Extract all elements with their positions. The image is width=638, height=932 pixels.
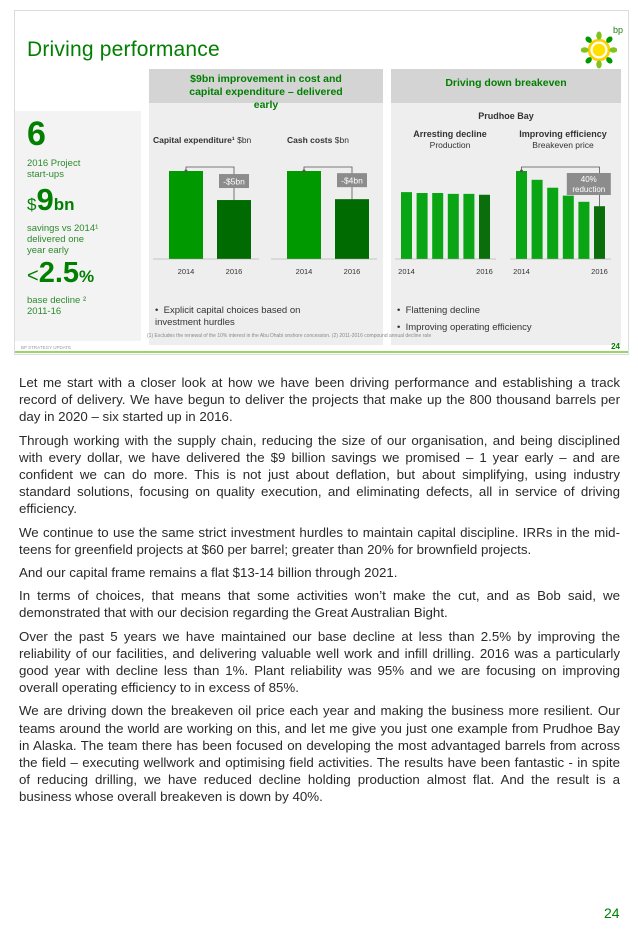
slide-title: Driving performance	[27, 38, 220, 61]
capex-title: Capital expenditure¹	[153, 135, 235, 145]
slide-footnote: (1) Excludes the renewal of the 10% interest in the Abu Dhabi onshore concession. (2) 2011-2016 compound annual decline rate	[147, 333, 432, 339]
paragraph: Let me start with a closer look at how we have been driving performance and establishing a track record of delivery. We have begun to deliver the projects that make up the 800 thousand barrels per day in 2020 – six started up in 2016.	[19, 375, 620, 425]
bp-helios-logo-icon	[581, 31, 617, 69]
cash-costs-bar-2016	[335, 199, 369, 259]
paragraph: Over the past 5 years we have maintained our base decline at less than 2.5% by improving the reliability of our facilities, and delivering valuable well work and infill drilling. 2016 was a particularly good year with decline less than 1%. Plant reliability was 95% and we are focusing on improving overall operating efficiency to in excess of 85%.	[19, 628, 620, 696]
strategy-tag: BP STRATEGY UPDATE	[21, 345, 72, 350]
transcript-body	[19, 374, 620, 812]
flattening-bullet	[397, 305, 597, 317]
breakeven-bar	[563, 196, 574, 259]
production-bar	[417, 193, 428, 259]
breakeven-price-label: Breakeven price	[532, 140, 594, 150]
kpi-decline	[27, 257, 94, 290]
kpi-projects-value: 6	[27, 115, 46, 153]
capex-unit: $bn	[237, 135, 252, 145]
breakeven-tick-label: 2014	[513, 267, 530, 276]
kpi-savings	[27, 182, 75, 218]
cash-costs-bar-2014	[287, 171, 321, 259]
capex-connector-dot	[185, 170, 188, 173]
kpi-savings-suffix: bn	[53, 195, 75, 214]
bullet-dot-icon: •	[397, 322, 406, 333]
kpi-savings-value: 9	[36, 182, 54, 217]
improving-efficiency-label: Improving efficiency	[519, 129, 607, 139]
cash-chart-title	[287, 135, 349, 145]
breakeven-connector-dot	[520, 170, 523, 173]
production-bar	[479, 195, 490, 259]
capex-annotation-label: -$5bn	[223, 176, 245, 187]
cash-costs-connector-dot	[303, 170, 306, 173]
kpi-savings-prefix: $	[27, 195, 37, 214]
production-tick-label: 2016	[476, 267, 493, 276]
capex-chart	[149, 145, 267, 285]
cash-unit: $bn	[334, 135, 349, 145]
bullet-dot-icon: •	[397, 305, 406, 316]
capex-chart-title	[153, 135, 251, 145]
breakeven-bar	[532, 180, 543, 259]
cash-costs-tick-label: 2016	[343, 267, 361, 276]
production-bar	[401, 192, 412, 259]
breakeven-chart	[506, 145, 621, 285]
kpi-decline-value: 2.5	[38, 257, 80, 289]
breakeven-bar	[547, 188, 558, 259]
production-bar	[463, 194, 474, 259]
capex-tick-label: 2014	[177, 267, 195, 276]
paragraph: Through working with the supply chain, reducing the size of our organisation, and being disciplined with every dollar, we have delivered the $9 billion savings we promised – 1 year early – and are confident we can do more. This is not just about deflation, but about simplifying, using industry standard solutions, focusing on quality execution, and eliminating defects, all in service of driving efficiency.	[19, 432, 620, 517]
kpi-decline-prefix: <	[27, 265, 39, 287]
production-tick-label: 2014	[398, 267, 415, 276]
kpi-panel	[15, 111, 141, 341]
production-label: Production	[429, 140, 471, 150]
capex-tick-label: 2016	[225, 267, 243, 276]
cost-capex-panel	[149, 69, 383, 345]
capex-bullet	[155, 305, 335, 329]
kpi-decline-suffix: %	[79, 267, 95, 286]
paragraph: And our capital frame remains a flat $13-14 billion through 2021.	[19, 565, 398, 581]
slide-image	[14, 10, 629, 355]
breakeven-panel	[391, 69, 621, 345]
prudhoe-bay-label: Prudhoe Bay	[478, 111, 534, 121]
kpi-savings-label: savings vs 2014¹ delivered one year early	[27, 223, 99, 256]
breakeven-tick-label: 2016	[591, 267, 608, 276]
efficiency-bullet-text: Improving operating efficiency	[405, 322, 532, 333]
arresting-decline-label: Arresting decline	[413, 129, 487, 139]
breakeven-bar	[516, 171, 527, 259]
cost-capex-header: $9bn improvement in cost and capital expenditure – delivered early	[149, 69, 383, 103]
paragraph: In terms of choices, that means that some activities won’t make the cut, and as Bob said, we demonstrated that with our decision regarding the Great Australian Bight.	[19, 588, 620, 621]
capex-bullet-text: Explicit capital choices based on investment hurdles	[155, 305, 301, 328]
breakeven-annotation-line: 40%	[580, 175, 597, 184]
logo-wordmark: bp	[613, 25, 624, 35]
production-chart	[391, 145, 506, 285]
kpi-projects-label: 2016 Project start-ups	[27, 158, 81, 180]
paragraph: We continue to use the same strict investment hurdles to maintain capital discipline. IRRs in the mid-teens for greenfield projects at $60 per barrel; greater than 20% for brownfield projects.	[19, 524, 620, 557]
production-bar	[448, 194, 459, 259]
paragraph: We are driving down the breakeven oil price each year and making the business more resilient. Our teams around the world are working on this, and let me give you just one example from Prudhoe Bay in Alaska. The team there has been focused on developing the most advantaged barrels from across the field – executing wellwork and optimising field activities. The results have been fantastic - in spite of reducing drilling, we have reduced decline holding production almost flat. And the result is a business whose overall breakeven is down by 40%.	[19, 703, 620, 805]
breakeven-annotation-line: reduction	[572, 185, 606, 194]
flattening-bullet-text: Flattening decline	[405, 305, 481, 316]
capex-bar-2016	[217, 200, 251, 259]
cash-costs-chart	[267, 145, 383, 285]
breakeven-bar	[594, 206, 605, 259]
bullet-dot-icon: •	[155, 305, 164, 316]
kpi-decline-label: base decline ² 2011-16	[27, 295, 87, 317]
slide-page-number: 24	[611, 342, 620, 351]
page-number: 24	[604, 905, 620, 921]
cash-costs-tick-label: 2014	[295, 267, 313, 276]
breakeven-bar	[578, 202, 589, 259]
cash-title: Cash costs	[287, 135, 333, 145]
production-bar	[432, 193, 443, 259]
capex-bar-2014	[169, 171, 203, 259]
slide-divider	[15, 351, 628, 353]
breakeven-header: Driving down breakeven	[391, 69, 621, 103]
cash-costs-annotation-label: -$4bn	[341, 175, 363, 186]
